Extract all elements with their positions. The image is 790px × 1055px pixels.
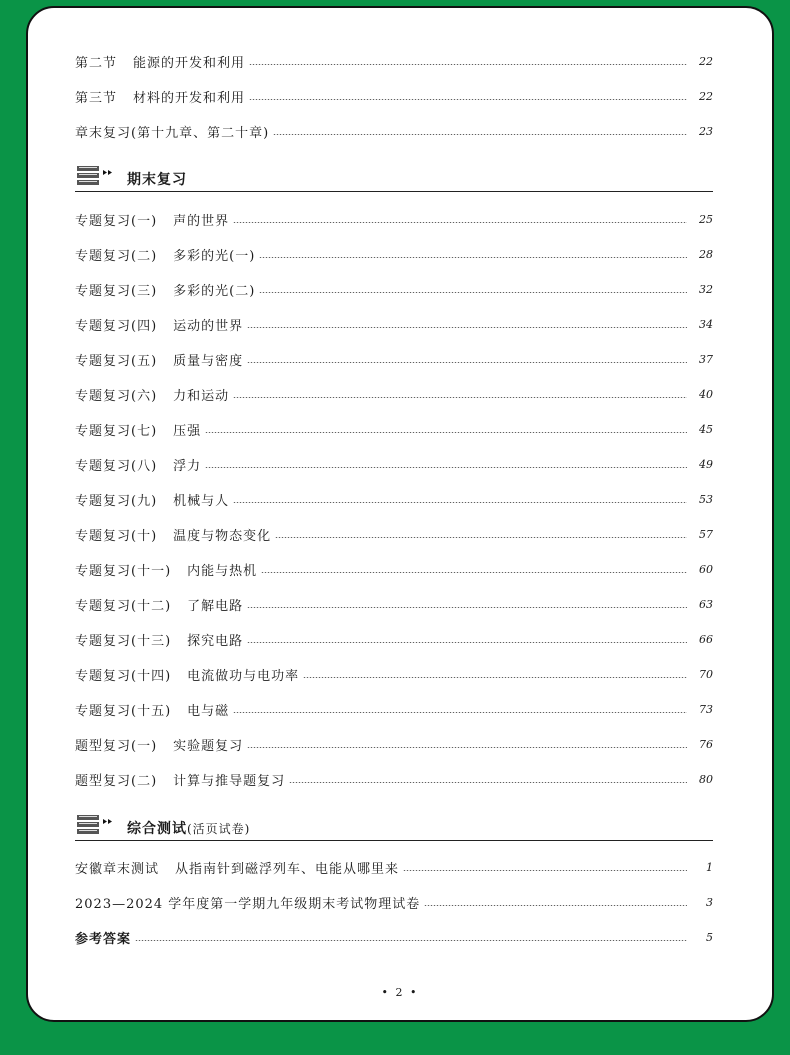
entry-page: 60 (699, 562, 713, 576)
entry-subtitle: 电流做功与电功率 (187, 668, 300, 684)
entry-subtitle: 机械与人 (173, 493, 230, 509)
toc-entry[interactable] (75, 523, 713, 545)
entry-page: 22 (699, 54, 713, 68)
leader-dots (233, 397, 687, 398)
entry-subtitle: 多彩的光(二) (173, 283, 256, 299)
leader-dots (247, 327, 687, 328)
entry-page: 22 (699, 89, 713, 103)
entry-page: 34 (699, 317, 713, 331)
entry-subtitle: 压强 (173, 423, 202, 439)
toc-entry[interactable] (75, 208, 713, 230)
entry-title: 专题复习(十五) (75, 703, 172, 719)
entry-title: 2023—2024 学年度第一学期九年级期末考试物理试卷 (75, 896, 421, 912)
entry-page: 76 (699, 737, 713, 751)
entry-title: 专题复习(八) (75, 458, 158, 474)
entry-subtitle: 实验题复习 (173, 738, 244, 754)
toc-entry[interactable] (75, 313, 713, 335)
entry-title: 专题复习(六) (75, 388, 158, 404)
entry-title: 专题复习(十二) (75, 598, 172, 614)
entry-subtitle: 计算与推导题复习 (173, 773, 286, 789)
entry-title: 章末复习(第十九章、第二十章) (75, 125, 270, 141)
entry-subtitle: 能源的开发和利用 (133, 55, 246, 71)
toc-entry[interactable] (75, 628, 713, 650)
entry-title: 专题复习(九) (75, 493, 158, 509)
entry-title: 专题复习(五) (75, 353, 158, 369)
entry-title: 专题复习(十一) (75, 563, 172, 579)
entry-page: 23 (699, 124, 713, 138)
section-title: 综合测试 (127, 821, 187, 837)
toc-entry[interactable] (75, 418, 713, 440)
entry-subtitle: 温度与物态变化 (173, 528, 272, 544)
entry-page: 70 (699, 667, 713, 681)
leader-dots (233, 222, 687, 223)
leader-dots (289, 782, 687, 783)
entry-title: 专题复习(十三) (75, 633, 172, 649)
entry-title: 题型复习(一) (75, 738, 158, 754)
entry-page: 45 (699, 422, 713, 436)
leader-dots (247, 607, 687, 608)
entry-page: 73 (699, 702, 713, 716)
entry-page: 3 (706, 895, 713, 909)
toc-entry[interactable] (75, 243, 713, 265)
leader-dots (205, 467, 687, 468)
leader-dots (233, 712, 687, 713)
toc-entry[interactable] (75, 856, 713, 878)
toc-entry[interactable] (75, 383, 713, 405)
entry-page: 37 (699, 352, 713, 366)
toc-entry[interactable] (75, 891, 713, 913)
leader-dots (259, 292, 687, 293)
leader-dots (249, 99, 687, 100)
entry-subtitle: 力和运动 (173, 388, 230, 404)
toc-entry[interactable] (75, 733, 713, 755)
entry-page: 53 (699, 492, 713, 506)
toc-entry[interactable] (75, 348, 713, 370)
leader-dots (424, 905, 687, 906)
toc-entry-answers[interactable] (75, 926, 713, 948)
entry-subtitle: 从指南针到磁浮列车、电能从哪里来 (175, 861, 400, 877)
entry-page: 25 (699, 212, 713, 226)
toc-entry[interactable] (75, 698, 713, 720)
entry-page: 5 (706, 930, 713, 944)
leader-dots (275, 537, 687, 538)
section-header-final-review (75, 161, 713, 192)
entry-title: 专题复习(四) (75, 318, 158, 334)
entry-title: 专题复习(二) (75, 248, 158, 264)
leader-dots (303, 677, 687, 678)
leader-dots (247, 362, 687, 363)
entry-page: 66 (699, 632, 713, 646)
entry-title: 专题复习(一) (75, 213, 158, 229)
page-sheet (26, 6, 774, 1022)
leader-dots (273, 134, 687, 135)
toc-entry[interactable] (75, 50, 713, 72)
toc-entry[interactable] (75, 120, 713, 142)
entry-page: 1 (706, 860, 713, 874)
entry-title: 专题复习(十) (75, 528, 158, 544)
section-header-comprehensive-test (75, 810, 713, 841)
entry-subtitle: 电与磁 (187, 703, 230, 719)
toc-entry[interactable] (75, 558, 713, 580)
toc-entry[interactable] (75, 453, 713, 475)
leader-dots (403, 870, 687, 871)
entry-page: 32 (699, 282, 713, 296)
entry-page: 28 (699, 247, 713, 261)
leader-dots (249, 64, 687, 65)
entry-page: 80 (699, 772, 713, 786)
toc-entry[interactable] (75, 768, 713, 790)
entry-subtitle: 质量与密度 (173, 353, 244, 369)
entry-title: 题型复习(二) (75, 773, 158, 789)
leader-dots (259, 257, 687, 258)
entry-subtitle: 运动的世界 (173, 318, 244, 334)
entry-subtitle: 探究电路 (187, 633, 244, 649)
toc-entry[interactable] (75, 593, 713, 615)
leader-dots (247, 747, 687, 748)
entry-title: 安徽章末测试 (75, 861, 160, 877)
page-number: • 2 • (381, 986, 419, 999)
entry-subtitle: 了解电路 (187, 598, 244, 614)
entry-title: 第二节 (75, 55, 118, 71)
entry-title: 专题复习(十四) (75, 668, 172, 684)
leader-dots (261, 572, 687, 573)
entry-subtitle: 浮力 (173, 458, 202, 474)
section-subtitle: (活页试卷) (187, 822, 251, 836)
entry-subtitle: 声的世界 (173, 213, 230, 229)
leader-dots (233, 502, 687, 503)
toc-entry[interactable] (75, 663, 713, 685)
entry-page: 57 (699, 527, 713, 541)
entry-title: 参考答案 (75, 931, 132, 947)
leader-dots (135, 940, 687, 941)
book-stack-icon (75, 163, 119, 187)
entry-page: 63 (699, 597, 713, 611)
book-stack-icon (75, 812, 119, 836)
entry-title: 第三节 (75, 90, 118, 106)
entry-page: 49 (699, 457, 713, 471)
entry-subtitle: 内能与热机 (187, 563, 258, 579)
toc-entry[interactable] (75, 488, 713, 510)
entry-title: 专题复习(七) (75, 423, 158, 439)
entry-page: 40 (699, 387, 713, 401)
leader-dots (247, 642, 687, 643)
section-title: 期末复习 (127, 172, 187, 188)
toc-entry[interactable] (75, 85, 713, 107)
leader-dots (205, 432, 687, 433)
entry-subtitle: 多彩的光(一) (173, 248, 256, 264)
entry-title: 专题复习(三) (75, 283, 158, 299)
toc-entry[interactable] (75, 278, 713, 300)
entry-subtitle: 材料的开发和利用 (133, 90, 246, 106)
